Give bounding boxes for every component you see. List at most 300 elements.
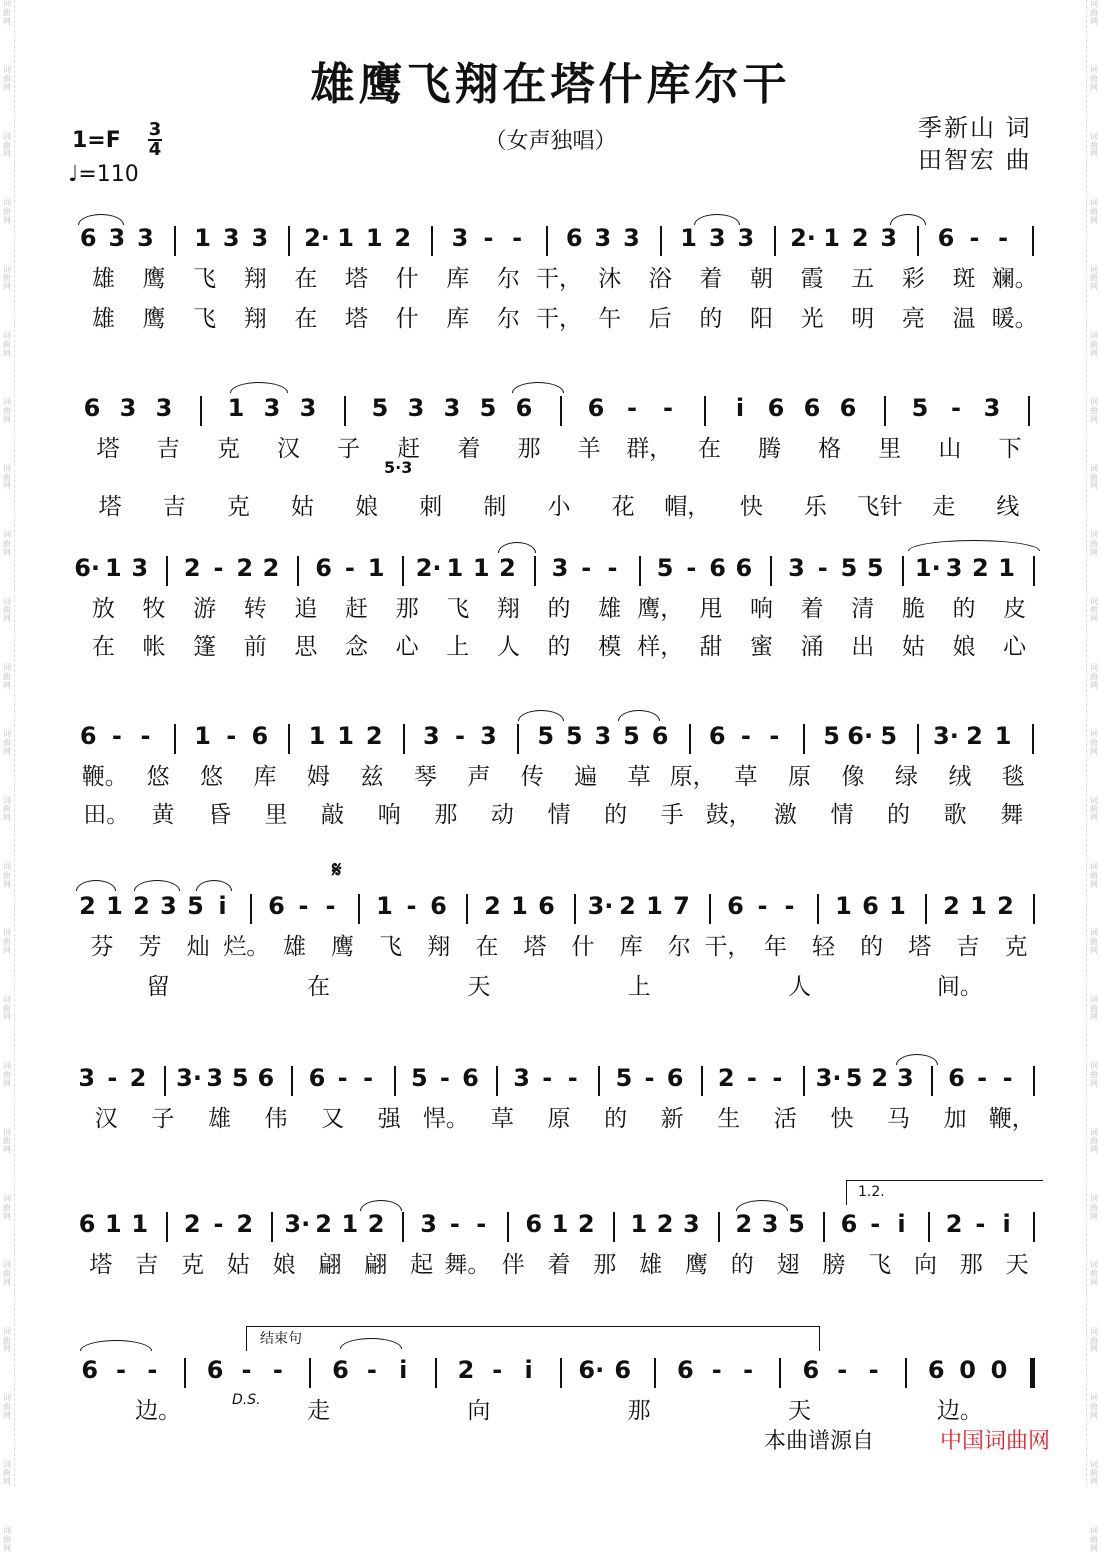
note: - xyxy=(711,1356,722,1384)
barline xyxy=(823,1212,825,1242)
lyric-syllable: 田。 xyxy=(83,802,130,828)
watermark-text: 词曲网 xyxy=(3,1525,11,1553)
note: 5 xyxy=(537,722,555,750)
note: 1 xyxy=(376,892,393,920)
note: - xyxy=(325,892,336,920)
note: 2 xyxy=(367,1210,385,1238)
lyric-syllable: 边。 xyxy=(135,1398,182,1424)
lyric-syllable: 飞针 xyxy=(856,494,903,520)
barline xyxy=(560,1358,562,1388)
lyric-syllable: 悠 xyxy=(146,764,170,790)
note: 5 xyxy=(823,722,840,750)
barline xyxy=(250,894,252,924)
lyric-syllable: 姑 xyxy=(901,634,925,660)
barline xyxy=(291,1066,293,1096)
note: 2 xyxy=(484,892,501,920)
lyric-syllable: 群， xyxy=(626,436,673,462)
note: 6 xyxy=(565,224,583,252)
note: 1 xyxy=(105,1210,122,1238)
note: 3 xyxy=(108,224,126,252)
lyric-syllable: 尔 xyxy=(496,306,520,332)
barline xyxy=(639,556,641,586)
note: - xyxy=(107,1064,118,1092)
note: 6· xyxy=(847,722,874,750)
note: 6 xyxy=(802,1356,820,1384)
watermark-text: 词曲网 xyxy=(3,1393,11,1420)
note: 3· xyxy=(587,892,614,920)
lyric-syllable: 娘 xyxy=(272,1252,296,1278)
coda-label: 结束句 xyxy=(260,1331,302,1347)
lyric-syllable: 塔 xyxy=(344,306,368,332)
lyric-syllable: 年 xyxy=(763,934,787,960)
lyric-syllable: 鹰 xyxy=(142,306,166,332)
lyric-syllable: 天 xyxy=(1005,1252,1029,1278)
lyric-syllable: 线 xyxy=(996,494,1020,520)
note: - xyxy=(140,722,151,750)
lyric-syllable: 鞭。 xyxy=(81,764,128,790)
watermark-text: 词曲网 xyxy=(1090,198,1098,225)
note: 2 xyxy=(315,1210,332,1238)
note: - xyxy=(454,722,465,750)
watermark-text: 词曲网 xyxy=(1090,1260,1098,1288)
note: - xyxy=(241,1356,252,1384)
lyric-syllable: 草 xyxy=(490,1106,514,1132)
note: 0 xyxy=(990,1356,1008,1384)
lyric-syllable: 下 xyxy=(998,436,1022,462)
lyricist-credit: 季新山 词 xyxy=(918,114,1032,142)
lyric-syllable: 烂。 xyxy=(223,934,270,960)
note: 3 xyxy=(251,224,269,252)
note: 6 xyxy=(677,1356,694,1384)
lyric-syllable: 的 xyxy=(547,596,571,622)
note: 2 xyxy=(945,1210,963,1238)
note: 6 xyxy=(78,1210,96,1238)
lyric-syllable: 绒 xyxy=(948,764,972,790)
note: 2 xyxy=(394,224,412,252)
barline xyxy=(271,1212,273,1242)
lyric-syllable: 昏 xyxy=(207,802,231,828)
watermark-text: 词曲网 xyxy=(3,1127,11,1155)
da-segno-mark: D.S. xyxy=(232,1392,261,1408)
lyric-syllable: 伴 xyxy=(501,1252,525,1278)
watermark-text: 词曲网 xyxy=(1090,0,1098,26)
note: 2 xyxy=(133,892,150,920)
lyric-syllable: 克 xyxy=(1004,934,1028,960)
lyric-line xyxy=(0,1246,1101,1280)
final-barline xyxy=(1030,1358,1035,1388)
watermark-text: 词曲网 xyxy=(1090,65,1098,92)
note: 3 xyxy=(513,1064,530,1092)
note: - xyxy=(226,722,237,750)
lyric-syllable: 克 xyxy=(216,436,240,462)
note: 6 xyxy=(840,1210,858,1238)
lyric-syllable: 制 xyxy=(483,494,507,520)
note: 6 xyxy=(948,1064,965,1092)
note: - xyxy=(769,722,780,750)
note: 6 xyxy=(525,1210,543,1238)
lyric-syllable: 琴 xyxy=(413,764,437,790)
lyric-syllable: 甩 xyxy=(699,596,723,622)
note: 2 xyxy=(735,1210,753,1238)
note: 6 xyxy=(727,892,744,920)
barline xyxy=(1032,226,1034,256)
barline xyxy=(613,1212,615,1242)
lyric-syllable: 鹰 xyxy=(142,266,166,292)
lyric-line xyxy=(0,1392,1101,1426)
note: - xyxy=(757,892,768,920)
lyric-syllable: 绿 xyxy=(894,764,918,790)
watermark-text: 词曲网 xyxy=(3,928,11,956)
lyric-syllable: 后 xyxy=(648,306,672,332)
note: 5 xyxy=(615,1064,633,1092)
lyric-syllable: 动 xyxy=(490,802,514,828)
note: 6 xyxy=(839,394,857,422)
lyric-syllable: 飞 xyxy=(193,306,217,332)
lyric-syllable: 快 xyxy=(830,1106,854,1132)
lyric-syllable: 强 xyxy=(377,1106,401,1132)
barline xyxy=(166,556,168,586)
note: 2 xyxy=(262,554,280,582)
note: 2 xyxy=(619,892,636,920)
note: 3 xyxy=(206,1064,224,1092)
note: 6 xyxy=(735,554,753,582)
note: 3 xyxy=(119,394,137,422)
barline xyxy=(598,1066,600,1096)
barline xyxy=(297,556,299,586)
note: 6 xyxy=(315,554,332,582)
source-site-link[interactable]: 中国词曲网 xyxy=(940,1429,1051,1454)
note: 1 xyxy=(998,554,1015,582)
lyric-syllable: 帽， xyxy=(664,494,711,520)
lyric-line xyxy=(0,260,1101,294)
note: - xyxy=(784,892,795,920)
time-signature-bottom: 4 xyxy=(148,139,162,160)
lyric-syllable: 雄 xyxy=(91,306,115,332)
note: - xyxy=(743,1356,754,1384)
lyric-line xyxy=(0,968,1101,1002)
note: i xyxy=(1002,1210,1011,1238)
barline xyxy=(309,1358,311,1388)
lyric-syllable: 帐 xyxy=(142,634,166,660)
watermark-text: 词曲网 xyxy=(1090,928,1098,956)
lyric-syllable: 温 xyxy=(952,306,976,332)
lyric-syllable: 在 xyxy=(294,306,318,332)
lyric-syllable: 那 xyxy=(959,1252,983,1278)
note: i xyxy=(399,1356,408,1384)
note: 6 xyxy=(708,722,726,750)
note: 1 xyxy=(337,722,354,750)
note: 6 xyxy=(538,892,555,920)
note: 2 xyxy=(183,1210,201,1238)
note: 5 xyxy=(788,1210,805,1238)
note: 3 xyxy=(761,1210,779,1238)
lyric-syllable: 原， xyxy=(669,764,716,790)
lyric-syllable: 暖。 xyxy=(991,306,1038,332)
lyric-syllable: 样， xyxy=(637,634,684,660)
barline xyxy=(1028,396,1030,426)
lyric-syllable: 像 xyxy=(841,764,865,790)
note: 3· xyxy=(176,1064,203,1092)
note: 6 xyxy=(937,224,955,252)
note: - xyxy=(542,1064,553,1092)
lyric-syllable: 新 xyxy=(660,1106,684,1132)
note: 5 xyxy=(187,892,204,920)
lyric-syllable: 响 xyxy=(750,596,774,622)
note: 3 xyxy=(137,224,154,252)
lyric-syllable: 情 xyxy=(830,802,854,828)
watermark-text: 词曲网 xyxy=(1090,1061,1098,1088)
slur xyxy=(890,214,926,225)
barline xyxy=(431,226,433,256)
barline xyxy=(917,226,919,256)
lyric-syllable: 原 xyxy=(547,1106,571,1132)
lyric-syllable: 人 xyxy=(496,634,520,660)
note: 5 xyxy=(565,722,583,750)
watermark-text: 词曲网 xyxy=(3,1459,11,1487)
note: 2· xyxy=(790,224,816,252)
lyric-syllable: 毯 xyxy=(1001,764,1025,790)
note: 5 xyxy=(911,394,929,422)
note: 3 xyxy=(78,1064,96,1092)
note: i xyxy=(735,394,745,422)
note: 6 xyxy=(83,394,101,422)
lyric-syllable: 的 xyxy=(547,634,571,660)
lyric-syllable: 彩 xyxy=(901,266,925,292)
watermark-text: 词曲网 xyxy=(1090,264,1098,292)
watermark-text: 词曲网 xyxy=(3,1326,11,1354)
lyric-syllable: 乐 xyxy=(804,494,828,520)
note: 6 xyxy=(81,1356,99,1384)
lyric-syllable: 在 xyxy=(475,934,499,960)
note: 1 xyxy=(131,1210,149,1238)
watermark-text: 词曲网 xyxy=(3,0,11,26)
lyric-syllable: 鼓， xyxy=(705,802,752,828)
lyric-syllable: 刺 xyxy=(419,494,443,520)
lyric-syllable: 吉 xyxy=(956,934,980,960)
lyric-syllable: 芬 xyxy=(90,934,114,960)
lyric-syllable: 山 xyxy=(938,436,962,462)
barline xyxy=(803,724,805,754)
note: 2 xyxy=(457,1356,475,1384)
lyric-syllable: 格 xyxy=(818,436,842,462)
slur xyxy=(80,1340,152,1351)
note: 3 xyxy=(623,224,640,252)
lyric-syllable: 蜜 xyxy=(750,634,774,660)
barline xyxy=(402,1212,404,1242)
note: 3 xyxy=(682,1210,700,1238)
lyric-syllable: 子 xyxy=(337,436,361,462)
lyric-syllable: 芳 xyxy=(138,934,162,960)
lyric-syllable: 草 xyxy=(627,764,651,790)
lyric-syllable: 脆 xyxy=(901,596,925,622)
note: - xyxy=(627,394,637,422)
watermark-text: 词曲网 xyxy=(3,463,11,491)
barline xyxy=(701,1066,703,1096)
watermark-text: 词曲网 xyxy=(1090,994,1098,1022)
watermark-text: 词曲网 xyxy=(1090,596,1098,624)
note: - xyxy=(512,224,523,252)
lyric-syllable: 飞 xyxy=(868,1252,892,1278)
lyric-syllable: 斑 xyxy=(952,266,976,292)
lyric-syllable: 尔 xyxy=(496,266,520,292)
note: 1 xyxy=(106,892,123,920)
note: - xyxy=(337,1064,348,1092)
barline xyxy=(394,1066,396,1096)
note: - xyxy=(740,722,751,750)
note: 1 xyxy=(646,892,663,920)
lyric-syllable: 飞 xyxy=(193,266,217,292)
barline xyxy=(928,1212,930,1242)
barline xyxy=(517,724,519,754)
note: 3 xyxy=(451,224,469,252)
lyric-syllable: 原 xyxy=(788,764,811,790)
barline xyxy=(402,556,404,586)
note: 5 xyxy=(410,1064,428,1092)
note: 6 xyxy=(767,394,785,422)
note: - xyxy=(439,1064,450,1092)
lyric-line xyxy=(0,796,1101,830)
note: - xyxy=(344,554,355,582)
slur xyxy=(196,880,232,891)
note: 3 xyxy=(443,394,461,422)
barline xyxy=(704,396,706,426)
barline xyxy=(905,1358,907,1388)
note: - xyxy=(1002,1064,1013,1092)
note: - xyxy=(406,892,417,920)
watermark-text: 词曲网 xyxy=(3,397,11,424)
note: 3 xyxy=(407,394,425,422)
note: 3 xyxy=(788,554,805,582)
note: 5 xyxy=(656,554,674,582)
lyric-syllable: 那 xyxy=(627,1398,651,1424)
lyric-syllable: 天 xyxy=(788,1398,811,1424)
note: 6 xyxy=(587,394,605,422)
note: 2 xyxy=(851,224,869,252)
note: 1 xyxy=(823,224,840,252)
lyric-syllable: 亮 xyxy=(901,306,925,332)
lyric-syllable: 兹 xyxy=(360,764,384,790)
note: - xyxy=(581,554,592,582)
note: - xyxy=(870,1210,881,1238)
note: - xyxy=(686,554,697,582)
song-title: 雄鹰飞翔在塔什库尔干 xyxy=(310,59,791,110)
barline xyxy=(925,894,927,924)
lyric-syllable: 干， xyxy=(536,306,582,332)
note: 2 xyxy=(997,892,1014,920)
lyric-syllable: 那 xyxy=(517,436,541,462)
note: 3· xyxy=(284,1210,311,1238)
watermark-text: 词曲网 xyxy=(1090,1393,1098,1420)
lyric-syllable: 走 xyxy=(932,494,956,520)
lyric-syllable: 心 xyxy=(1003,634,1027,660)
note: i xyxy=(524,1356,533,1384)
lyric-syllable: 库 xyxy=(619,934,643,960)
note: 6 xyxy=(462,1064,479,1092)
lyric-syllable: 在 xyxy=(91,634,115,660)
watermark-text: 词曲网 xyxy=(3,1061,11,1088)
lyric-syllable: 快 xyxy=(739,494,763,520)
note: 3 xyxy=(551,554,569,582)
lyric-syllable: 上 xyxy=(446,634,470,660)
lyric-syllable: 向 xyxy=(913,1252,937,1278)
lyric-syllable: 那 xyxy=(593,1252,617,1278)
lyric-syllable: 间。 xyxy=(936,974,983,1000)
watermark-text: 词曲网 xyxy=(3,198,11,225)
lyric-syllable: 雄 xyxy=(282,934,306,960)
note: - xyxy=(272,1356,283,1384)
composer-credit: 田智宏 曲 xyxy=(918,146,1032,174)
lyric-syllable: 光 xyxy=(800,306,824,332)
note: 5 xyxy=(479,394,497,422)
slur xyxy=(908,540,1040,551)
lyric-syllable: 激 xyxy=(773,802,797,828)
note: 2 xyxy=(717,1064,735,1092)
barline xyxy=(174,226,176,256)
watermark-text: 词曲网 xyxy=(1090,530,1098,557)
note: 3 xyxy=(945,554,963,582)
note: 1 xyxy=(227,394,245,422)
lyric-syllable: 遍 xyxy=(574,764,598,790)
slur xyxy=(360,1200,402,1211)
lyric-syllable: 清 xyxy=(851,596,875,622)
lyric-syllable: 走 xyxy=(307,1398,330,1424)
lyric-syllable: 牧 xyxy=(142,596,166,622)
lyric-syllable: 放 xyxy=(91,596,115,622)
note: i xyxy=(897,1210,906,1238)
lyric-syllable: 翅 xyxy=(776,1252,800,1278)
note: 3 xyxy=(160,892,177,920)
barline xyxy=(496,1066,498,1096)
note: - xyxy=(116,1356,127,1384)
lyric-syllable: 生 xyxy=(717,1106,741,1132)
note: - xyxy=(298,892,309,920)
lyric-line xyxy=(0,928,1101,962)
lyric-syllable: 的 xyxy=(952,596,976,622)
lyric-syllable: 手 xyxy=(660,802,684,828)
note: 6 xyxy=(803,394,821,422)
lyric-syllable: 吉 xyxy=(135,1252,159,1278)
lyric-syllable: 在 xyxy=(307,974,330,1000)
lyric-syllable: 雄 xyxy=(639,1252,663,1278)
watermark-text: 词曲网 xyxy=(1090,795,1098,823)
note: 5 xyxy=(623,722,640,750)
lyric-syllable: 着 xyxy=(699,266,723,292)
barline xyxy=(435,1358,437,1388)
watermark-text: 词曲网 xyxy=(3,530,11,557)
note: - xyxy=(998,224,1009,252)
note: 6 xyxy=(206,1356,224,1384)
note: 3 xyxy=(155,394,173,422)
lyric-line xyxy=(0,1100,1101,1134)
note: 1 xyxy=(630,1210,648,1238)
note: 1 xyxy=(337,224,354,252)
note: 3 xyxy=(131,554,149,582)
note: 3 xyxy=(263,394,281,422)
volta-label: 1.2. xyxy=(858,1184,885,1200)
note: 5 xyxy=(371,394,389,422)
watermark-text: 词曲网 xyxy=(1090,729,1098,756)
note: 6 xyxy=(614,1356,632,1384)
lyric-syllable: 人 xyxy=(788,974,811,1000)
watermark-text: 词曲网 xyxy=(3,862,11,889)
note: 2 xyxy=(236,554,254,582)
note: 3· xyxy=(933,722,959,750)
note: 3· xyxy=(815,1064,842,1092)
lyric-syllable: 转 xyxy=(243,596,267,622)
barline xyxy=(574,894,576,924)
lyric-line xyxy=(0,488,1101,522)
lyric-syllable: 的 xyxy=(604,802,628,828)
